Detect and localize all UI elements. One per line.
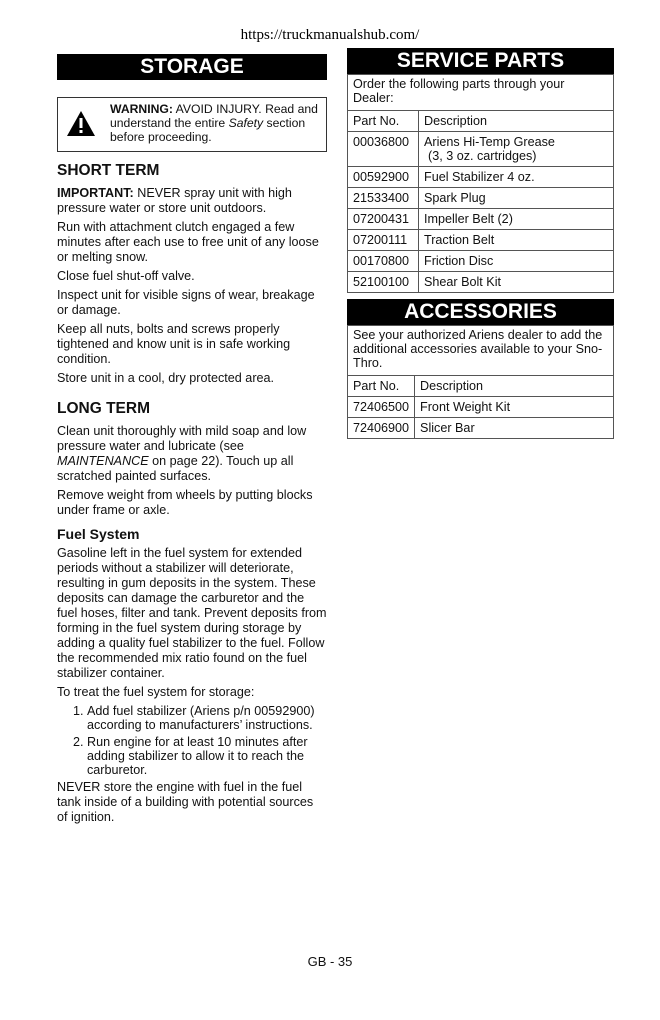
parts-column: [347, 48, 614, 439]
list-item: 2. Run engine for at least 10 minutes after adding stabilizer to allow it to reach the carburetor.: [87, 735, 327, 777]
warning-triangle-icon: [66, 110, 96, 137]
part-description: Traction Belt: [419, 230, 614, 251]
short-term-paragraph: Run with attachment clutch engaged a few minutes after each use to free unit of any loose or melting snow.: [57, 220, 319, 264]
page-number: GB - 35: [307, 954, 353, 969]
part-description: Front Weight Kit: [415, 397, 613, 418]
long-term-paragraph: Clean unit thoroughly with mild soap and low pressure water and lubricate (see MAINTENANCE on page 22). Touch up all scratched painted surfaces.: [57, 424, 307, 483]
part-number: 07200431: [348, 209, 419, 230]
table-row: [348, 418, 613, 439]
table-row: [348, 209, 613, 230]
part-description: Slicer Bar: [415, 418, 613, 439]
storage-section: [57, 54, 327, 829]
part-number: 00170800: [348, 251, 419, 272]
column-header: Description: [415, 376, 613, 397]
part-description: Friction Disc: [419, 251, 614, 272]
table-header-row: [348, 111, 613, 132]
short-term-paragraph: Close fuel shut-off valve.: [57, 269, 195, 283]
part-description: Spark Plug: [419, 188, 614, 209]
list-item: 1. Add fuel stabilizer (Ariens p/n 00592900) according to manufacturers’ instructions.: [87, 704, 327, 732]
service-parts-intro: Order the following parts through your Dealer:: [353, 77, 565, 105]
part-number: 52100100: [348, 272, 419, 293]
table-header-row: [348, 376, 613, 397]
table-row: [348, 167, 613, 188]
column-header: Part No.: [348, 376, 415, 397]
accessories-panel: [347, 325, 614, 439]
fuel-treatment-steps: [57, 704, 327, 777]
part-description: Ariens Hi-Temp Grease (3, 3 oz. cartridges): [419, 132, 614, 167]
part-description: Impeller Belt (2): [419, 209, 614, 230]
service-parts-title: SERVICE PARTS: [347, 48, 614, 74]
part-number: 00592900: [348, 167, 419, 188]
service-parts-table: [348, 110, 613, 292]
short-term-paragraph: Keep all nuts, bolts and screws properly tightened and know unit is in safe working condition.: [57, 322, 291, 366]
part-number: 72406900: [348, 418, 415, 439]
part-number: 07200111: [348, 230, 419, 251]
fuel-system-paragraph: Gasoline left in the fuel system for extended periods without a stabilizer will deteriorate, resulting in gum deposits in the system. These deposits can damage the carburetor and the fuel hoses, filter and tank. Prevent deposits from forming in the fuel system during storage by adding a quality fuel stabilizer to the fuel. Follow the recommended mix ratio found on the fuel stabilizer container.: [57, 546, 327, 680]
fuel-system-heading: Fuel System: [57, 526, 140, 542]
column-header: Description: [419, 111, 614, 132]
fuel-system-paragraph: To treat the fuel system for storage:: [57, 685, 255, 699]
part-number: 00036800: [348, 132, 419, 167]
storage-title: STORAGE: [57, 54, 327, 80]
table-row: [348, 230, 613, 251]
table-row: [348, 132, 613, 167]
short-term-paragraph: Store unit in a cool, dry protected area.: [57, 371, 275, 385]
part-number: 21533400: [348, 188, 419, 209]
table-row: [348, 188, 613, 209]
long-term-heading: LONG TERM: [57, 400, 150, 417]
accessories-intro: See your authorized Ariens dealer to add the additional accessories available to your Sno-Thro.: [353, 328, 603, 370]
table-row: [348, 251, 613, 272]
part-number: 72406500: [348, 397, 415, 418]
accessories-title: ACCESSORIES: [347, 299, 614, 325]
warning-text: WARNING: AVOID INJURY. Read and understand the entire Safety section before proceeding.: [110, 102, 318, 144]
source-url[interactable]: https://truckmanualshub.com/: [240, 27, 420, 43]
table-row: [348, 272, 613, 293]
fuel-system-warning: NEVER store the engine with fuel in the fuel tank inside of a building with potential sources of ignition.: [57, 780, 314, 824]
column-header: Part No.: [348, 111, 419, 132]
short-term-paragraph: Inspect unit for visible signs of wear, breakage or damage.: [57, 288, 315, 317]
important-note: IMPORTANT: NEVER spray unit with high pressure water or store unit outdoors.: [57, 186, 292, 215]
short-term-heading: SHORT TERM: [57, 162, 160, 179]
accessories-table: [348, 375, 613, 438]
part-description: Fuel Stabilizer 4 oz.: [419, 167, 614, 188]
long-term-paragraph: Remove weight from wheels by putting blocks under frame or axle.: [57, 488, 313, 517]
service-parts-panel: [347, 74, 614, 293]
part-description: Shear Bolt Kit: [419, 272, 614, 293]
warning-box: [57, 97, 327, 152]
table-row: [348, 397, 613, 418]
